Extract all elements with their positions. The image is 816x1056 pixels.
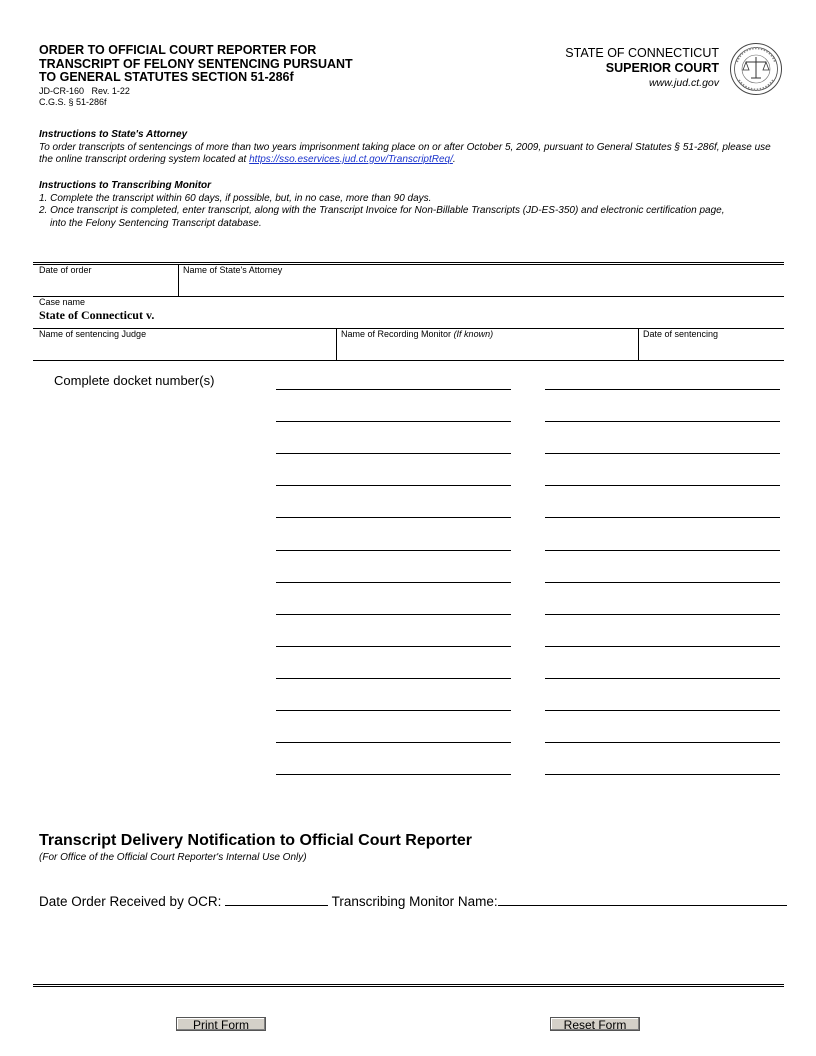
attorney-instructions-body: To order transcripts of sentencings of more than two years imprisonment taking place on or after October 5, 2009, pursuant to General Statutes § 51-286f, please use the online transcript ordering system located at — [39, 141, 771, 165]
court-website: www.jud.ct.gov — [648, 77, 719, 89]
docket-number-field[interactable] — [276, 421, 511, 422]
notification-subtitle: (For Office of the Official Court Reporter's Internal Use Only) — [39, 852, 307, 863]
sentencing-judge-label: Name of sentencing Judge — [39, 329, 147, 339]
docket-number-field[interactable] — [276, 614, 511, 615]
field-rule — [33, 360, 784, 361]
bottom-rule — [33, 984, 784, 985]
case-name-label: Case name — [39, 297, 86, 307]
docket-number-field[interactable] — [276, 485, 511, 486]
recording-monitor-note: (If known) — [453, 329, 494, 339]
monitor-instruction-1: 1. Complete the transcript within 60 days, if possible, but, in no case, more than 90 days. — [39, 192, 432, 204]
connecticut-judicial-seal-icon — [729, 42, 783, 96]
field-divider — [336, 328, 337, 360]
court-name: SUPERIOR COURT — [605, 61, 719, 75]
ocr-received-line — [39, 892, 787, 909]
docket-numbers-label: Complete docket number(s) — [54, 373, 215, 388]
transcribing-monitor-label: Transcribing Monitor Name: — [328, 894, 498, 909]
statute-reference: C.G.S. § 51-286f — [39, 97, 107, 107]
docket-number-field[interactable] — [545, 614, 780, 615]
transcribing-monitor-field[interactable] — [498, 892, 787, 906]
attorney-instructions — [39, 129, 784, 167]
docket-number-field[interactable] — [276, 710, 511, 711]
date-received-field[interactable] — [225, 892, 328, 906]
monitor-instruction-2: 2. Once transcript is completed, enter transcript, along with the Transcript Invoice for Non-Billable Transcripts (JD-ES-350) and electronic certification page, — [39, 205, 725, 216]
docket-number-field[interactable] — [545, 421, 780, 422]
states-attorney-label: Name of State's Attorney — [183, 265, 283, 275]
docket-number-field[interactable] — [276, 646, 511, 647]
form-title-line-1: ORDER TO OFFICIAL COURT REPORTER FOR — [39, 43, 317, 57]
date-of-order-field[interactable] — [36, 276, 174, 294]
transcript-request-link[interactable]: https://sso.eservices.jud.ct.gov/TranscriptReq/ — [249, 154, 453, 165]
top-rule — [33, 264, 784, 265]
docket-number-field[interactable] — [276, 550, 511, 551]
reset-form-button[interactable]: Reset Form — [550, 1017, 640, 1031]
recording-monitor-label — [341, 329, 493, 340]
docket-number-field[interactable] — [545, 389, 780, 390]
date-of-sentencing-label: Date of sentencing — [643, 329, 719, 339]
docket-number-field[interactable] — [545, 550, 780, 551]
docket-number-field[interactable] — [545, 742, 780, 743]
docket-number-field[interactable] — [276, 742, 511, 743]
form-title — [39, 44, 459, 85]
recording-monitor-label-text: Name of Recording Monitor — [341, 329, 454, 339]
field-divider — [178, 264, 179, 296]
date-of-sentencing-field[interactable] — [642, 340, 780, 358]
docket-number-field[interactable] — [545, 453, 780, 454]
docket-number-field[interactable] — [545, 485, 780, 486]
docket-number-field[interactable] — [276, 774, 511, 775]
date-received-label: Date Order Received by OCR: — [39, 894, 226, 909]
docket-number-field[interactable] — [545, 517, 780, 518]
attorney-instructions-end: . — [452, 154, 456, 165]
docket-number-field[interactable] — [276, 678, 511, 679]
attorney-instructions-text — [39, 142, 784, 167]
notification-title: Transcript Delivery Notification to Official Court Reporter — [39, 832, 472, 849]
bottom-double-rule — [33, 986, 784, 987]
docket-number-field[interactable] — [276, 389, 511, 390]
date-of-order-label: Date of order — [39, 265, 92, 275]
attorney-instructions-heading: Instructions to State's Attorney — [39, 129, 188, 140]
form-number: JD-CR-160 Rev. 1-22 — [39, 86, 130, 96]
docket-number-field[interactable] — [545, 710, 780, 711]
states-attorney-field[interactable] — [182, 276, 780, 294]
sentencing-judge-field[interactable] — [36, 340, 332, 358]
monitor-instructions-heading: Instructions to Transcribing Monitor — [39, 180, 212, 191]
docket-number-field[interactable] — [276, 453, 511, 454]
case-name-value: State of Connecticut v. — [39, 308, 155, 322]
monitor-instructions — [39, 180, 784, 230]
print-form-button[interactable]: Print Form — [176, 1017, 266, 1031]
docket-number-field[interactable] — [545, 678, 780, 679]
form-title-line-3: TO GENERAL STATUTES SECTION 51-286f — [39, 70, 294, 84]
form-number-block — [39, 86, 130, 108]
court-header — [565, 46, 719, 90]
top-double-rule — [33, 262, 784, 263]
docket-number-field[interactable] — [276, 582, 511, 583]
docket-number-field[interactable] — [276, 517, 511, 518]
monitor-instruction-2-cont: into the Felony Sentencing Transcript database. — [50, 217, 262, 229]
docket-number-field[interactable] — [545, 774, 780, 775]
recording-monitor-field[interactable] — [340, 340, 634, 358]
docket-number-field[interactable] — [545, 646, 780, 647]
form-title-line-2: TRANSCRIPT OF FELONY SENTENCING PURSUANT — [39, 56, 353, 71]
case-name-field[interactable] — [175, 308, 780, 326]
docket-number-field[interactable] — [545, 582, 780, 583]
field-rule — [33, 296, 784, 297]
field-divider — [638, 328, 639, 360]
state-name: STATE OF CONNECTICUT — [565, 46, 719, 60]
